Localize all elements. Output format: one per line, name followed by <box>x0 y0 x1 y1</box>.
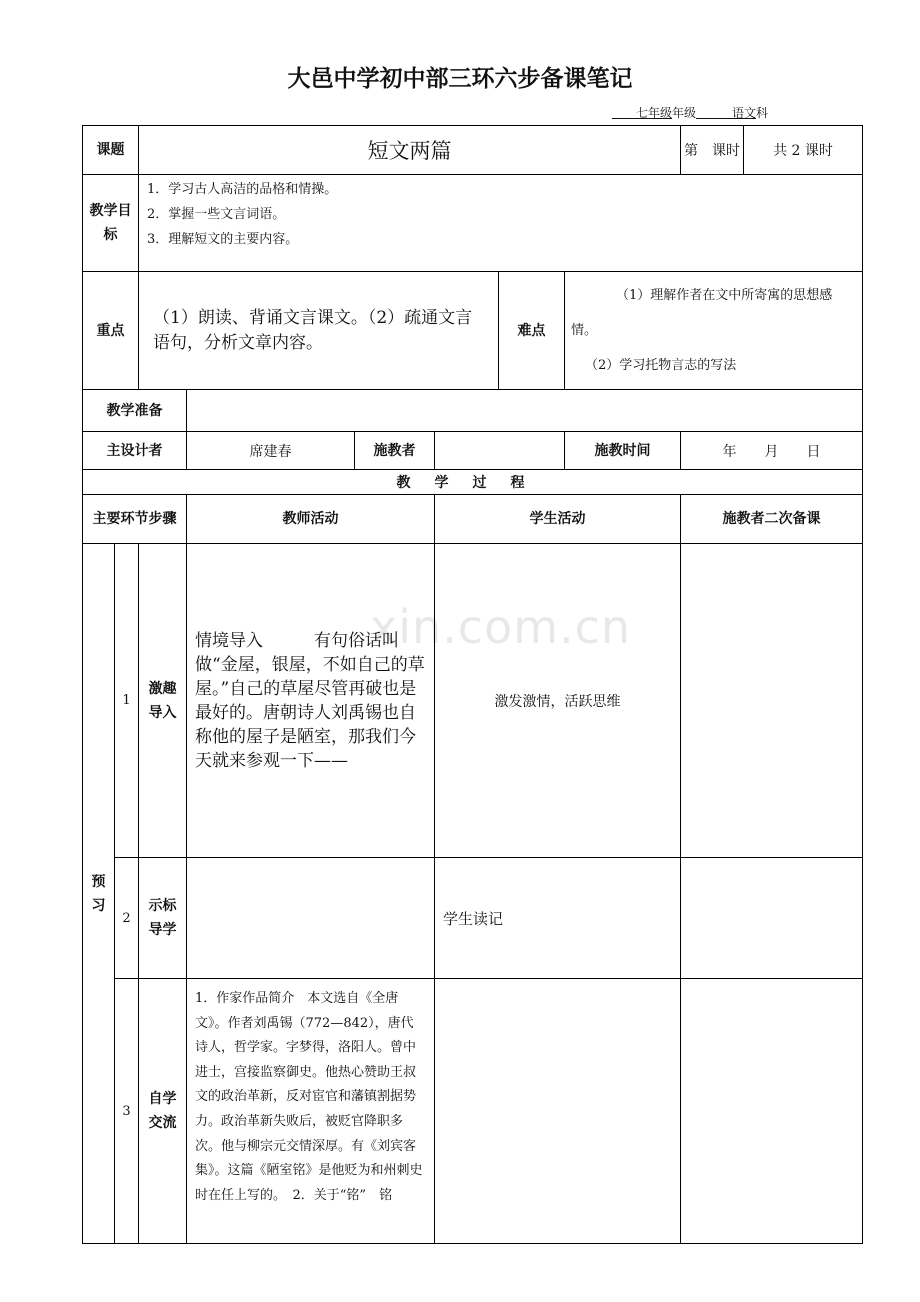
difficulty-value <box>565 272 863 390</box>
prep-value <box>187 390 863 432</box>
col-steps-header: 主要环节步骤 <box>83 495 187 544</box>
step-name: 激趣导入 <box>139 544 187 858</box>
topic-value: 短文两篇 <box>139 126 681 175</box>
difficulty-label: 难点 <box>499 272 565 390</box>
second-prep-cell <box>681 544 863 858</box>
process-title: 教学过程 <box>83 470 863 495</box>
student-activity: 激发激情，活跃思维 <box>435 544 681 858</box>
col-student-header: 学生活动 <box>435 495 681 544</box>
total-periods: 共 2 课时 <box>744 126 863 175</box>
step-name: 示标导学 <box>139 858 187 979</box>
second-prep-cell <box>681 858 863 979</box>
key-points-label: 重点 <box>83 272 139 390</box>
objective-item: 2．掌握一些文言词语。 <box>147 207 286 222</box>
teacher-activity <box>187 858 435 979</box>
phase-label: 预习 <box>83 544 115 1244</box>
prep-label: 教学准备 <box>83 390 187 432</box>
grade-subject-line <box>612 104 768 121</box>
teacher-label: 施教者 <box>355 432 435 470</box>
teacher-activity: 情境导入 有句俗话叫做“金屋，银屋，不如自己的草屋。”自己的草屋尽管再破也是最好的。唐朝诗人刘禹锡也自称他的屋子是陋室，那我们今天就来参观一下—— <box>187 544 435 858</box>
grade-blank <box>696 106 732 120</box>
process-header-row <box>83 495 863 544</box>
time-value: 年 月 日 <box>681 432 863 470</box>
objectives-list <box>139 175 863 272</box>
key-difficulty-row <box>83 272 863 390</box>
designer-value: 席建春 <box>187 432 355 470</box>
key-points-value: （1）朗读、背诵文言课文。（2）疏通文言语句，分析文章内容。 <box>139 272 499 390</box>
watermark: xin.com.cn <box>370 600 632 654</box>
designer-label: 主设计者 <box>83 432 187 470</box>
student-activity: 学生读记 <box>435 858 681 979</box>
objectives-row <box>83 175 863 272</box>
designer-row <box>83 432 863 470</box>
time-label: 施教时间 <box>565 432 681 470</box>
grade-label: 年级 <box>672 106 697 120</box>
teacher-activity: 1．作家作品简介 本文选自《全唐文》。作者刘禹锡（772—842），唐代诗人，哲学家。字梦得，洛阳人。曾中进士，宫接监察御史。他热心赞助王叔文的政治革新，反对宦官和藩镇割据势力。政治革新失败后，被贬官降职多次。他与柳宗元交情深厚。有《刘宾客集》。这篇《陋室铭》是他贬为和州刺史时在任上写的。 2．关于“铭” 铭 <box>187 979 435 1244</box>
subject-label: 科 <box>756 106 769 120</box>
objectives-label: 教学目标 <box>83 175 139 272</box>
col-teacher-header: 教师活动 <box>187 495 435 544</box>
step-number: 1 <box>115 544 139 858</box>
objective-item: 1．学习古人高洁的品格和情操。 <box>147 182 338 197</box>
difficulty-item: （1）理解作者在文中所寄寓的思想感情。 <box>571 288 833 338</box>
topic-row <box>83 126 863 175</box>
grade-value: 七年级 <box>636 106 673 120</box>
period-label: 第 课时 <box>681 126 744 175</box>
step-row <box>83 544 863 858</box>
difficulty-item: （2）学习托物言志的写法 <box>585 358 737 373</box>
col-second-header: 施教者二次备课 <box>681 495 863 544</box>
page-title: 大邑中学初中部三环六步备课笔记 <box>287 66 633 92</box>
topic-label: 课题 <box>83 126 139 175</box>
student-activity <box>435 979 681 1244</box>
step-number: 2 <box>115 858 139 979</box>
lesson-plan-table <box>82 125 863 1244</box>
step-row <box>83 858 863 979</box>
subject-value: 语文 <box>732 106 757 120</box>
second-prep-cell <box>681 979 863 1244</box>
teacher-value <box>435 432 565 470</box>
objective-item: 3．理解短文的主要内容。 <box>147 232 299 247</box>
step-row <box>83 979 863 1244</box>
prep-row <box>83 390 863 432</box>
step-number: 3 <box>115 979 139 1244</box>
process-title-row <box>83 470 863 495</box>
step-name: 自学交流 <box>139 979 187 1244</box>
